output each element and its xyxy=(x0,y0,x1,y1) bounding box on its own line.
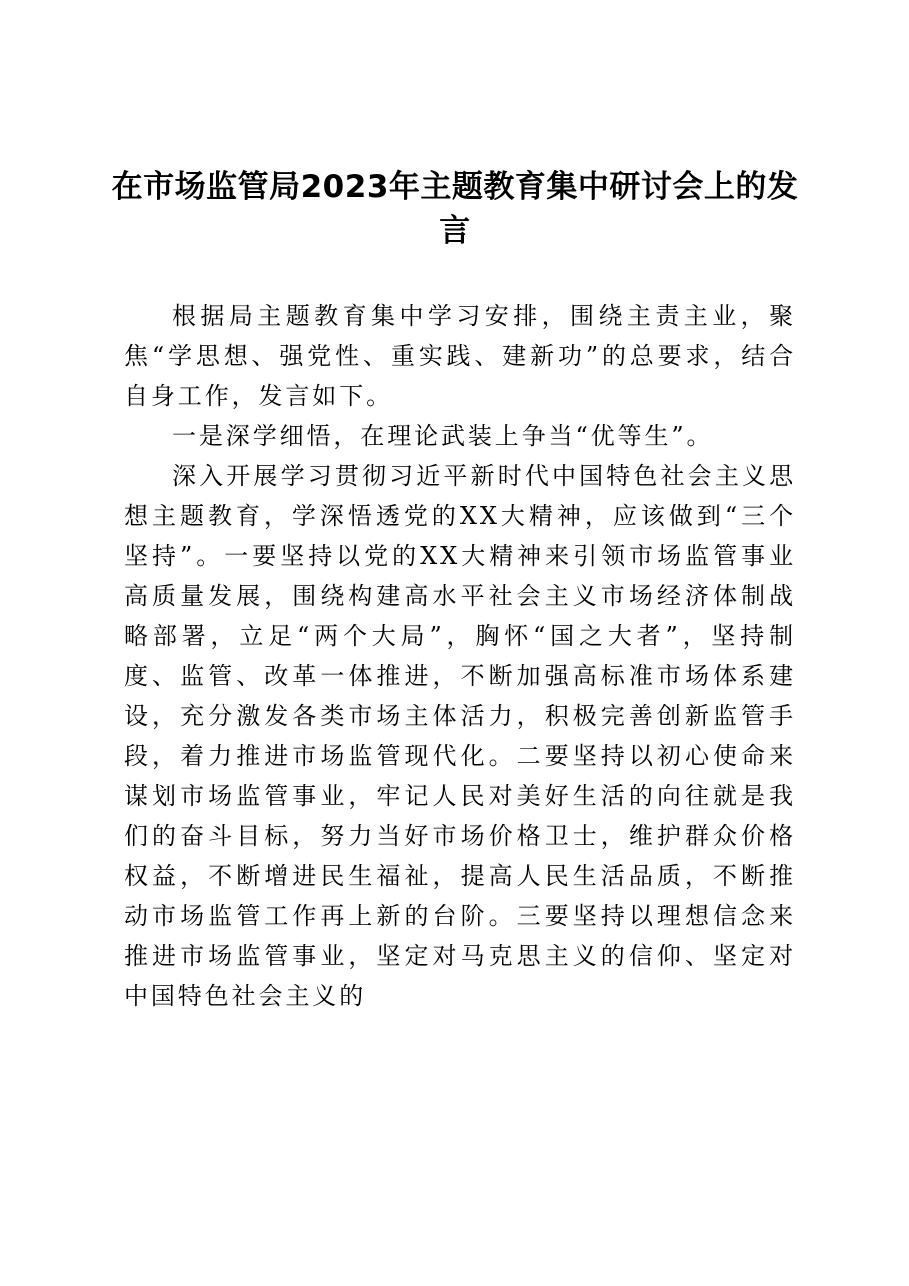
document-title: 在市场监管局2023年主题教育集中研讨会上的发言 xyxy=(111,169,799,249)
document-body xyxy=(124,296,796,1016)
paragraph-intro: 根据局主题教育集中学习安排，围绕主责主业，聚焦“学思想、强党性、重实践、建新功”的总要求，结合自身工作，发言如下。 xyxy=(124,302,796,410)
paragraph-body-1: 深入开展学习贯彻习近平新时代中国特色社会主义思想主题教育，学深悟透党的XX大精神，应该做到“三个坚持”。一要坚持以党的XX大精神来引领市场监管事业高质量发展，围绕构建高水平社会主义市场经济体制战略部署，立足“两个大局”，胸怀“国之大者”，坚持制度、监管、改革一体推进，不断加强高标准市场体系建设，充分激发各类市场主体活力，积极完善创新监管手段，着力推进市场监管现代化。二要坚持以初心使命来谋划市场监管事业，牢记人民对美好生活的向往就是我们的奋斗目标，努力当好市场价格卫士，维护群众价格权益，不断增进民生福祉，提高人民生活品质，不断推动市场监管工作再上新的台阶。三要坚持以理想信念来推进市场监管事业，坚定对马克思主义的信仰、坚定对中国特色社会主义的 xyxy=(124,462,796,1010)
paragraph-heading-1: 一是深学细悟，在理论武装上争当“优等生”。 xyxy=(172,422,714,450)
